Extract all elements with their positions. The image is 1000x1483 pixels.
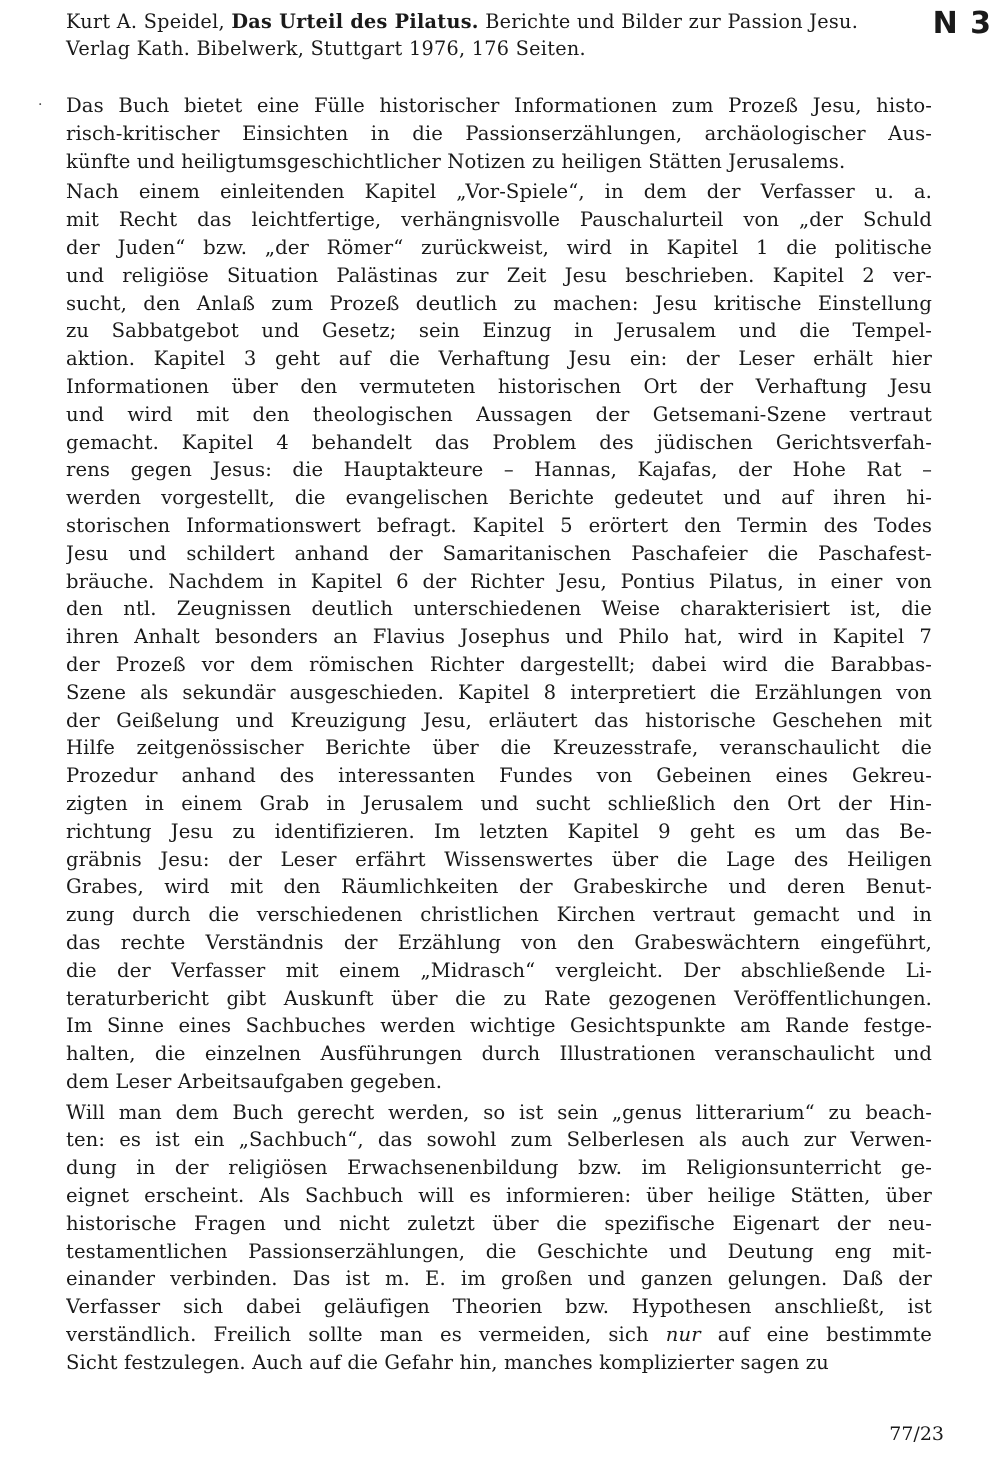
paragraph — [66, 1099, 932, 1377]
text-line: der Juden“ bzw. „der Römer“ zurückweist, wird in Kapitel 1 die politische — [66, 235, 932, 259]
text-line: ten: es ist ein „Sachbuch“, das sowohl zum Selberlesen als auch zur Verwen- — [66, 1128, 932, 1152]
text-line: Grabes, wird mit den Räumlichkeiten der Grabeskirche und deren Benut- — [66, 875, 932, 899]
text-line: der Geißelung und Kreuzigung Jesu, erläutert das historische Geschehen mit — [66, 708, 932, 732]
text-line: zung durch die verschiedenen christlichen Kirchen vertraut gemacht und in — [66, 903, 932, 927]
text-line: halten, die einzelnen Ausführungen durch Illustrationen veranschaulicht und — [66, 1042, 932, 1066]
text-line: Prozedur anhand des interessanten Fundes von Gebeinen eines Gekreu- — [66, 764, 932, 788]
page-code: 77/23 — [889, 1423, 944, 1445]
text-line: künfte und heiligtumsgeschichtlicher Notizen zu heiligen Stätten Jerusalems. — [66, 149, 846, 173]
book-author: Kurt A. Speidel, — [66, 10, 225, 33]
text-line: storischen Informationswert befragt. Kapitel 5 erörtert den Termin des Todes — [66, 513, 932, 537]
book-subtitle: Berichte und Bilder zur Passion Jesu. — [485, 10, 859, 33]
publisher-line: Verlag Kath. Bibelwerk, Stuttgart 1976, 176 Seiten. — [66, 37, 586, 60]
text-line: werden vorgestellt, die evangelischen Berichte gedeutet und auf ihren hi- — [66, 486, 932, 510]
text-line: eignet erscheint. Als Sachbuch will es informieren: über heilige Stätten, über — [66, 1184, 932, 1208]
paragraph — [66, 92, 932, 175]
emphasis: nur — [665, 1323, 701, 1347]
text-line: Nach einem einleitenden Kapitel „Vor-Spiele“, in dem der Verfasser u. a. — [66, 180, 932, 204]
text-line: dem Leser Arbeitsaufgaben gegeben. — [66, 1069, 443, 1093]
text-line: bräuche. Nachdem in Kapitel 6 der Richter Jesu, Pontius Pilatus, in einer von — [66, 569, 932, 593]
text-line: rens gegen Jesus: die Hauptakteure – Hannas, Kajafas, der Hohe Rat – — [66, 458, 932, 482]
text-line: richtung Jesu zu identifizieren. Im letzten Kapitel 9 geht es um das Be- — [66, 819, 932, 843]
text-line: zu Sabbatgebot und Gesetz; sein Einzug in Jerusalem und die Tempel- — [66, 319, 932, 343]
paragraph — [66, 178, 932, 1095]
text-line: mit Recht das leichtfertige, verhängnisvolle Pauschalurteil von „der Schuld — [66, 208, 932, 232]
text-line: einander verbinden. Das ist m. E. im großen und ganzen gelungen. Daß der — [66, 1267, 932, 1291]
text-line: Hilfe zeitgenössischer Berichte über die Kreuzesstrafe, veranschaulicht die — [66, 736, 932, 760]
text-line: Will man dem Buch gerecht werden, so ist sein „genus litterarium“ zu beach- — [66, 1100, 932, 1124]
text-line: die der Verfasser mit einem „Midrasch“ vergleicht. Der abschließende Li- — [66, 958, 932, 982]
text-line: Im Sinne eines Sachbuches werden wichtige Gesichtspunkte am Rande festge- — [66, 1014, 932, 1038]
text-line: den ntl. Zeugnissen deutlich unterschiedenen Weise charakterisiert ist, die — [66, 597, 932, 621]
text-line: historische Fragen und nicht zuletzt über die spezifische Eigenart der neu- — [66, 1211, 932, 1235]
text-line: sucht, den Anlaß zum Prozeß deutlich zu machen: Jesu kritische Einstellung — [66, 291, 932, 315]
text-line: gemacht. Kapitel 4 behandelt das Problem des jüdischen Gerichtsverfah- — [66, 430, 932, 454]
text-line: dung in der religiösen Erwachsenenbildung bzw. im Religionsunterricht ge- — [66, 1156, 932, 1180]
text-line: Das Buch bietet eine Fülle historischer Informationen zum Prozeß Jesu, histo- — [66, 94, 932, 117]
text-line: der Prozeß vor dem römischen Richter dargestellt; dabei wird die Barabbas- — [66, 652, 932, 676]
text-line: das rechte Verständnis der Erzählung von den Grabeswächtern eingeführt, — [66, 930, 932, 954]
text-line: Verfasser sich dabei geläufigen Theorien bzw. Hypothesen anschließt, ist — [66, 1295, 932, 1319]
text-line: aktion. Kapitel 3 geht auf die Verhaftung Jesu ein: der Leser erhält hier — [66, 347, 932, 371]
bibliographic-header — [66, 8, 926, 62]
text-line: risch-kritischer Einsichten in die Passionserzählungen, archäologischer Aus- — [66, 121, 932, 145]
text-line: ihren Anhalt besonders an Flavius Josephus und Philo hat, wird in Kapitel 7 — [66, 625, 932, 649]
header-line-1 — [66, 8, 926, 35]
review-body — [66, 92, 932, 1380]
text-line: und wird mit den theologischen Aussagen der Getsemani-Szene vertraut — [66, 402, 932, 426]
text-line: und religiöse Situation Palästinas zur Zeit Jesu beschrieben. Kapitel 2 ver- — [66, 263, 932, 287]
text-line: verständlich. Freilich sollte man es vermeiden, sich nur auf eine bestimmte — [66, 1323, 932, 1347]
book-title: Das Urteil des Pilatus. — [231, 10, 479, 33]
text-line: Sicht festzulegen. Auch auf die Gefahr hin, manches komplizierter sagen zu — [66, 1350, 829, 1374]
margin-dot: · — [38, 97, 43, 113]
text-line: testamentlichen Passionserzählungen, die Geschichte und Deutung eng mit- — [66, 1239, 932, 1263]
text-line: gräbnis Jesu: der Leser erfährt Wissenswertes über die Lage des Heiligen — [66, 847, 932, 871]
text-line: zigten in einem Grab in Jerusalem und sucht schließlich den Ort der Hin- — [66, 791, 932, 815]
section-marker: N 3 — [932, 6, 992, 41]
text-line: Informationen über den vermuteten historischen Ort der Verhaftung Jesu — [66, 374, 932, 398]
text-line: Szene als sekundär ausgeschieden. Kapitel 8 interpretiert die Erzählungen von — [66, 680, 932, 704]
text-line: Jesu und schildert anhand der Samaritanischen Paschafeier die Paschafest- — [66, 541, 932, 565]
text-line: teraturbericht gibt Auskunft über die zu Rate gezogenen Veröffentlichungen. — [66, 986, 932, 1010]
